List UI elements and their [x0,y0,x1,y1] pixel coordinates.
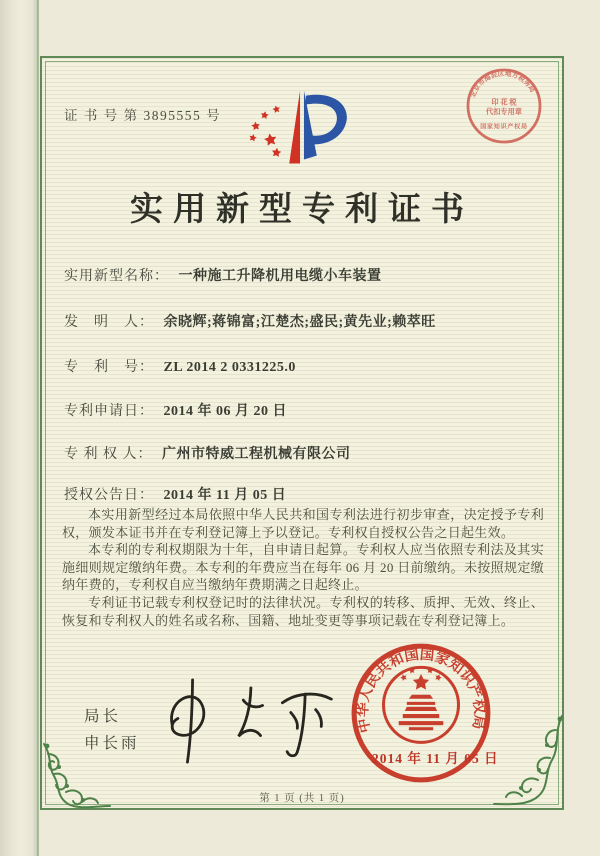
field-value: 2014 年 11 月 05 日 [163,488,287,503]
tax-stamp-line2: 代扣专用章 [486,108,522,116]
field-label: 实用新型名称： [64,269,169,284]
svg-text:中华人民共和国国家知识产权局 [354,646,488,735]
cnipa-patent-logo-icon [243,84,361,179]
svg-text:北京市海淀区地方税务局 [468,68,537,98]
field-application-date [64,400,287,420]
national-emblem-icon [384,667,459,743]
legal-paragraph-2: 本专利的专利权期限为十年，自申请日起算。专利权人应当依照专利法及其实施细则规定缴纳年费。本专利的年费应当在每年 06 月 20 日前缴纳。未按照规定缴纳年费的，专利权自应当缴纳年费期满之日起终止。 [62,542,544,593]
director-name: 申长雨 [84,735,140,752]
corner-flourish-bottom-right-icon [492,714,566,812]
field-label: 专 利 号： [64,360,154,375]
tax-stamp-line1: 印 花 税 [491,98,517,107]
field-label: 发 明 人： [64,315,154,330]
legal-paragraph-1: 本实用新型经过本局依照中华人民共和国专利法进行初步审查，决定授予专利权，颁发本证书并在专利登记簿上予以登记。专利权自授权公告之日起生效。 [62,507,544,540]
field-value: 一种施工升降机用电缆小车装置 [178,269,382,284]
field-inventors [64,311,436,331]
tax-stamp-icon [464,66,544,146]
tax-stamp-top-arc-text: 北京市海淀区地方税务局 [469,70,536,99]
field-patent-number [64,356,296,376]
field-value: 余晓辉;蒋锦富;江楚杰;盛民;黄先业;赖萃旺 [163,315,436,330]
field-label: 授权公告日： [64,488,154,503]
corner-flourish-bottom-left-icon [38,740,114,812]
page-number-footer: 第 1 页 (共 1 页) [259,793,345,804]
legal-paragraph-3: 专利证书记载专利权登记时的法律状况。专利权的转移、质押、无效、终止、恢复和专利权人的姓名或名称、国籍、地址变更等事项记载在专利登记簿上。 [62,594,544,628]
field-value: ZL 2014 2 0331225.0 [163,360,296,375]
certificate-number: 证 书 号 第 3895555 号 [64,108,222,123]
booklet-spine-line [37,0,39,856]
seal-date: 2014 年 11 月 05 日 [372,751,499,766]
director-title: 局长 [84,708,122,725]
field-label: 专 利 权 人： [64,447,153,462]
director-signature-icon [148,670,348,772]
field-utility-model-name [64,265,382,285]
field-patentee [64,443,351,463]
field-label: 专利申请日： [64,404,154,419]
field-value: 广州市特威工程机械有限公司 [162,447,351,462]
legal-text-block [62,506,544,629]
tax-stamp-bottom-arc-text: 国家知识产权局 [480,124,528,131]
photo-page-edge [0,0,38,856]
field-value: 2014 年 06 月 20 日 [163,404,287,419]
certificate-title: 实用新型专利证书 [130,192,474,228]
seal-ring-text: 中华人民共和国国家知识产权局 [354,646,488,735]
field-grant-publication-date [64,484,286,504]
